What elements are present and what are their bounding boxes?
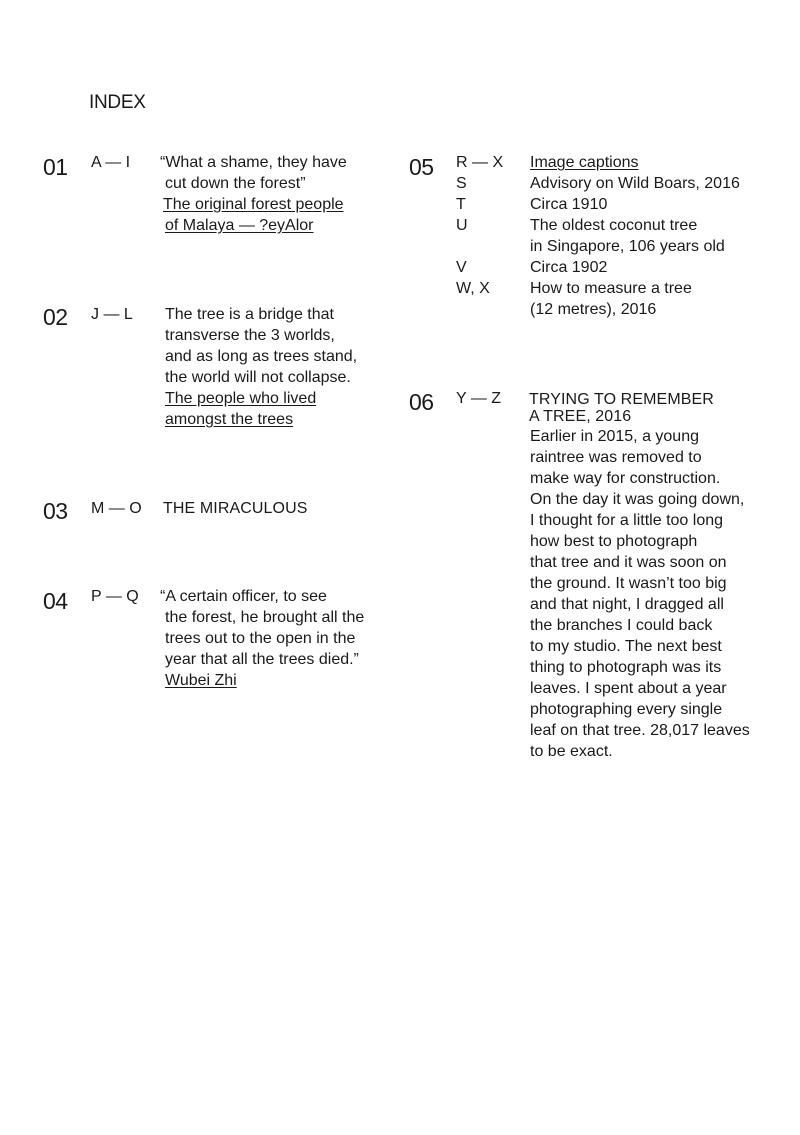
caption-row — [456, 152, 740, 173]
entry-number: 03 — [43, 498, 68, 524]
caption-value: How to measure a tree — [530, 280, 692, 297]
entry-letters: A — I — [91, 154, 131, 171]
text-line: that tree and it was soon on — [530, 554, 727, 571]
entry-letters: Y — Z — [456, 390, 502, 407]
caption-key: U — [456, 217, 468, 234]
caption-row — [456, 215, 740, 236]
caption-value: Circa 1902 — [530, 259, 608, 276]
caption-value: The oldest coconut tree — [530, 217, 698, 234]
caption-value: Circa 1910 — [530, 196, 608, 213]
caption-key: R — X — [456, 154, 504, 171]
text-line: Earlier in 2015, a young — [530, 428, 699, 445]
text-line: to be exact. — [530, 743, 613, 760]
source-link[interactable]: The people who lived — [165, 390, 317, 407]
text-line: the ground. It wasn’t too big — [530, 575, 727, 592]
entry-text — [165, 304, 357, 430]
caption-row — [456, 173, 740, 194]
entry-number: 04 — [43, 588, 68, 614]
caption-row — [456, 257, 740, 278]
caption-value-cont: in Singapore, 106 years old — [530, 238, 725, 255]
text-line: the branches I could back — [530, 617, 713, 634]
caption-key: V — [456, 259, 467, 276]
text-line: trees out to the open in the — [165, 630, 356, 647]
text-line: the world will not collapse. — [165, 369, 351, 386]
caption-row — [456, 194, 740, 215]
caption-key: W, X — [456, 280, 490, 297]
entry-heading — [529, 391, 714, 425]
entry-text — [530, 426, 750, 762]
heading-line: THE MIRACULOUS — [163, 500, 308, 517]
text-line: make way for construction. — [530, 470, 721, 487]
entry-letters: J — L — [91, 306, 133, 323]
text-line: the forest, he brought all the — [165, 609, 365, 626]
image-captions-link[interactable]: Image captions — [530, 154, 639, 171]
heading-line: A TREE, 2016 — [529, 408, 632, 425]
source-link[interactable]: of Malaya — ?eyAlor — [165, 217, 314, 234]
caption-list — [456, 152, 740, 320]
text-line: and that night, I dragged all — [530, 596, 724, 613]
source-link[interactable]: Wubei Zhi — [165, 672, 237, 689]
text-line: cut down the forest” — [165, 175, 306, 192]
entry-number: 05 — [409, 154, 434, 180]
entry-text — [160, 152, 347, 236]
text-line: “What a shame, they have — [160, 154, 347, 171]
source-link[interactable]: amongst the trees — [165, 411, 294, 428]
text-line: to my studio. The next best — [530, 638, 722, 655]
text-line: and as long as trees stand, — [165, 348, 358, 365]
text-line: year that all the trees died.” — [165, 651, 359, 668]
text-line: The tree is a bridge that — [165, 306, 334, 323]
caption-value-cont: (12 metres), 2016 — [530, 301, 657, 318]
caption-value: Advisory on Wild Boars, 2016 — [530, 175, 740, 192]
heading-line: TRYING TO REMEMBER — [529, 391, 714, 408]
entry-letters: P — Q — [91, 588, 139, 605]
entry-number: 02 — [43, 304, 68, 330]
text-line: photographing every single — [530, 701, 723, 718]
entry-number: 06 — [409, 389, 434, 415]
page-title: INDEX — [89, 92, 146, 113]
caption-row — [456, 278, 740, 299]
source-link[interactable]: The original forest people — [163, 196, 344, 213]
entry-letters: M — O — [91, 500, 142, 517]
text-line: thing to photograph was its — [530, 659, 722, 676]
text-line: raintree was removed to — [530, 449, 702, 466]
text-line: I thought for a little too long — [530, 512, 724, 529]
text-line: “A certain officer, to see — [160, 588, 327, 605]
caption-key: S — [456, 175, 467, 192]
entry-heading — [163, 500, 308, 517]
text-line: transverse the 3 worlds, — [165, 327, 335, 344]
text-line: leaf on that tree. 28,017 leaves — [530, 722, 750, 739]
entry-number: 01 — [43, 154, 68, 180]
entry-text — [160, 586, 364, 691]
text-line: how best to photograph — [530, 533, 698, 550]
text-line: On the day it was going down, — [530, 491, 745, 508]
caption-key: T — [456, 196, 466, 213]
text-line: leaves. I spent about a year — [530, 680, 727, 697]
